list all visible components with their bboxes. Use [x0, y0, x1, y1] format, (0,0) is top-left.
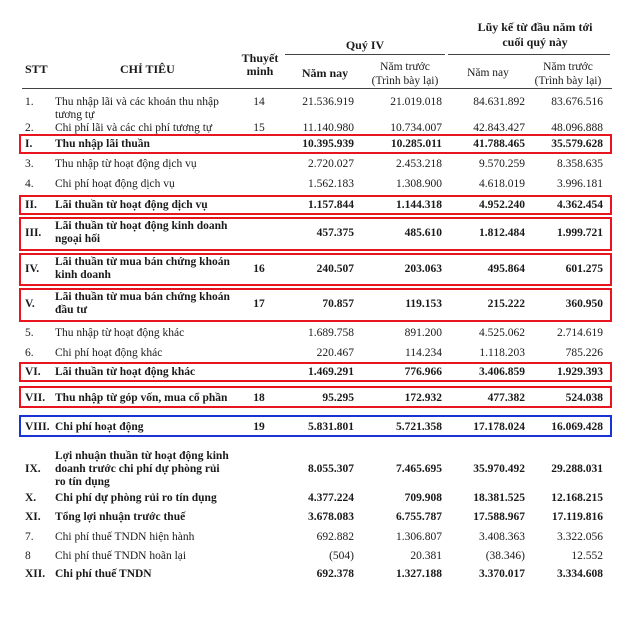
- header-rule-luy-ke: [448, 54, 610, 55]
- header-bottom-rule: [22, 88, 612, 89]
- col-header-thuyet-minh: Thuyết minh: [241, 51, 279, 78]
- financial-statement-page: STT CHỈ TIÊU Thuyết minh Quý IV Lũy kế từ đầu năm tới cuối quý này Năm nay Năm trước (Trình bày lại) Năm nay Năm trước (Trình bày lại) 1. Thu nhập lãi và các khoản thu nhập tương tự 14 21.536.919 21.019.018 84.631.892 83.676.516 2. Chi phí lãi và các chi phí tương tự 15 11.140.980 10.734.007 42.843.427 48.096.888 I. Thu nhập lãi thuần 10.395.939 10.285.011 41.788.465 35.579.628 3. Thu nhập từ hoạt động dịch vụ 2.720.027 2.453.218 9.570.259 8.358.635 4. Chi phí hoạt động dịch vụ 1.562.183 1.308.900 4.618.019 3.996.181 II. Lãi thuần từ hoạt động dịch vụ 1.157.844 1.144.318 4.952.240 4.362.454 III. Lãi thuần từ hoạt động kinh doanh ngoại hối 457.375 485.610 1.812.484 1.999.721 IV. Lãi thuần từ mua bán chứng khoán kinh doanh 16 240.507 203.063 495.864 601.275 V. Lãi thuần từ mua bán chứng khoán đầu tư 17 70.857 119.153 215.222 360.950 5. Thu nhập từ hoạt động khác 1.689.758 891.200 4.525.062 2.714.619 6. Chi phí hoạt động khác 220.467 114.234 1.118.203 785.226 VI. Lãi thuần từ hoạt động khác 1.469.291 776.966 3.406.859 1.929.393 VII. Thu nhập từ góp vốn, mua cổ phần 18 95.295 172.932 477.382 524.038 VIII. Chi phí hoạt động 19 5.831.801 5.721.358 17.178.024 16.069.428 IX. Lợi nhuận thuần từ hoạt động kinh doanh trước chi phí dự phòng rủi ro tín dụng 8.055.307 7.465.695 35.970.492 29.288.031 X. Chi phí dự phòng rủi ro tín dụng 4.377.224 709.908 18.381.525 12.168.215 XI. Tổng lợi nhuận trước thuế 3.678.083 6.755.787 17.588.967 17.119.816 7. Chi phí thuế TNDN hiện hành 692.882 1.306.807 3.408.363 3.322.056 8 Chi phí thuế TNDN hoãn lại (504) 20.381 (38.346) 12.552 XII. Chi phí thuế TNDN 692.378 1.327.188 3.370.017 3.334.608: [0, 0, 630, 619]
- col-header-stt: STT: [25, 62, 48, 76]
- highlight-box-lai-thuan-ck-kinh-doanh: [19, 253, 612, 286]
- highlight-box-lai-thuan-dich-vu: [19, 195, 612, 215]
- col-header-luy-ke: Lũy kế từ đầu năm tới cuối quý này: [477, 20, 593, 49]
- col-header-nam-truoc-luy-ke: Năm trước (Trình bày lại): [534, 61, 602, 87]
- highlight-box-chi-phi-hoat-dong: [19, 415, 612, 437]
- col-header-quy: Quý IV: [345, 38, 385, 52]
- col-header-nam-truoc-quy: Năm trước (Trình bày lại): [371, 61, 439, 87]
- header-rule-quy: [285, 54, 445, 55]
- highlight-box-gop-von-co-phan: [19, 386, 612, 408]
- highlight-box-lai-thuan-hoat-dong-khac: [19, 362, 612, 382]
- col-header-nam-nay-luy-ke: Năm nay: [467, 67, 509, 79]
- highlight-box-lai-thuan-ck-dau-tu: [19, 288, 612, 322]
- col-header-chi-tieu: CHỈ TIÊU: [120, 62, 175, 76]
- highlight-box-thu-nhap-lai-thuan: [19, 134, 612, 154]
- highlight-box-lai-thuan-ngoai-hoi: [19, 217, 612, 251]
- col-header-nam-nay-quy: Năm nay: [301, 66, 349, 80]
